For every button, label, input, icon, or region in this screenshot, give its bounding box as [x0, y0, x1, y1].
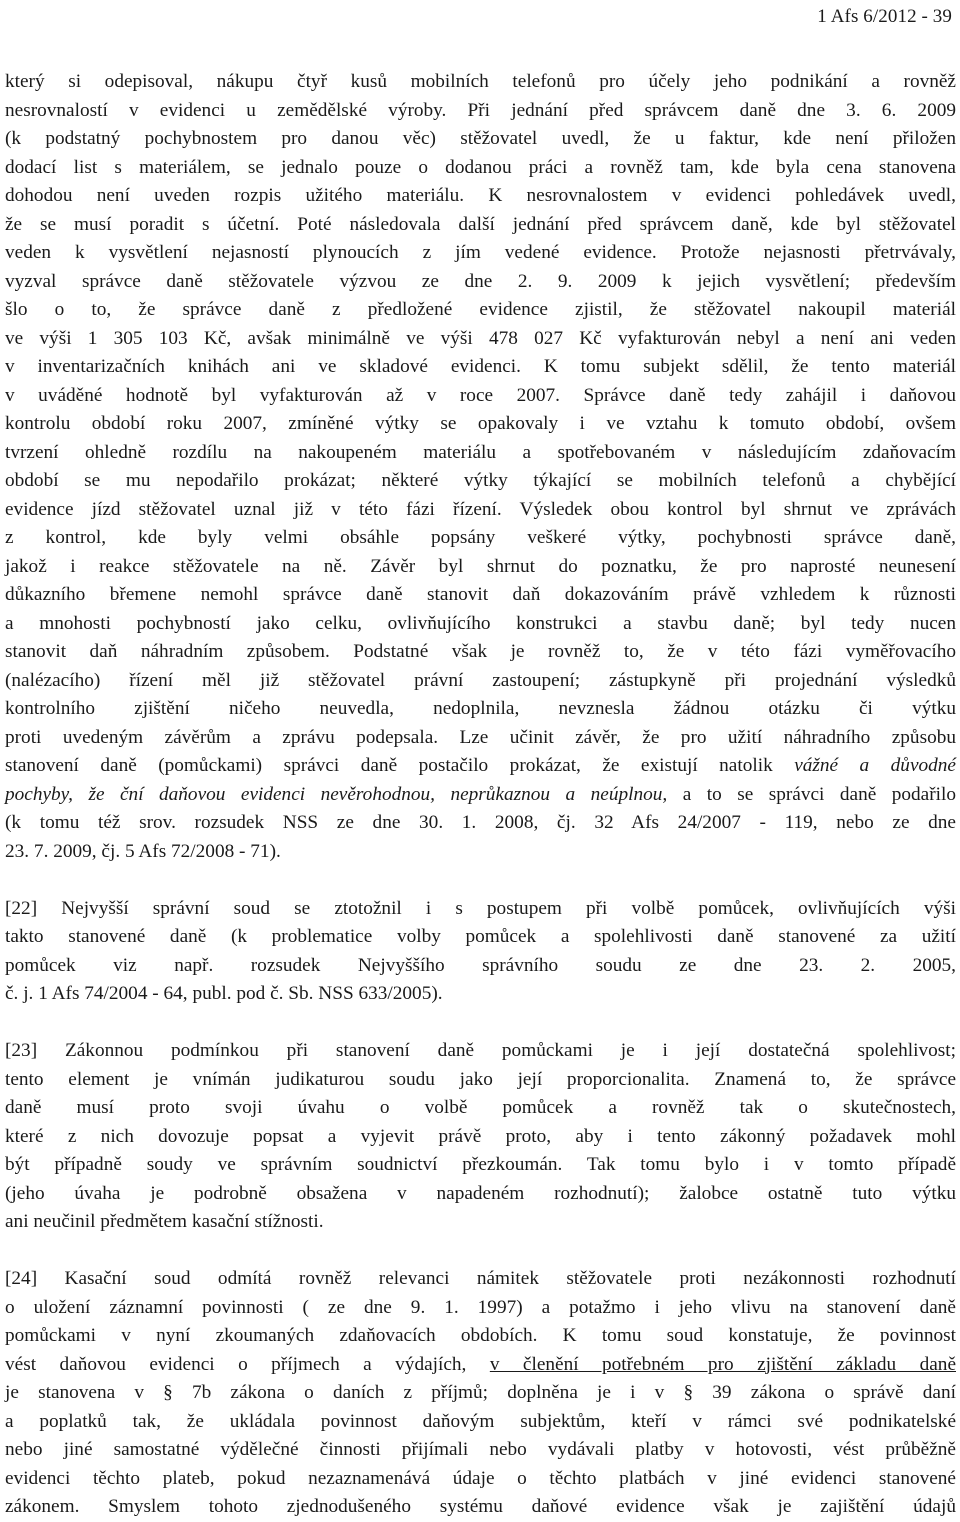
- text-span: a to se správci daně podařilo: [667, 783, 956, 805]
- text-line: důkazního břemene nemohl správce daně stanovit daň dokazováním právě vzhledem k různosti: [5, 584, 956, 605]
- text-line: tvrzení ohledně rozdílu na nakoupeném materiálu a spotřebovaném v následujícím zdaňovacím: [5, 441, 956, 463]
- paragraph-gap: [5, 1237, 956, 1266]
- document-body: [5, 68, 956, 1522]
- text-line: takto stanovené daně (k problematice volby pomůcek a spolehlivosti daně stanovené za užití: [5, 926, 956, 947]
- text-line: a mnohosti pochybností jako celku, ovlivňujícího konstrukci a stavbu daně; byl tedy nucen: [5, 612, 956, 634]
- text-line: které z nich dovozuje popsat a vyjevit právě proto, aby i tento zákonný požadavek mohl: [5, 1125, 956, 1147]
- text-line: stanovit daň náhradním způsobem. Podstatné však je rovněž to, že v této fázi vyměřovacího: [5, 641, 956, 662]
- text-line: (k podstatný pochybnostem pro danou věc) stěžovatel uvedl, že u faktur, kde není přiložen: [5, 128, 956, 149]
- text-line: [24] Kasační soud odmítá rovněž relevanci námitek stěžovatele proti nezákonnosti rozhodnutí: [5, 1268, 956, 1289]
- text-line: jakož i reakce stěžovatele na ně. Závěr byl shrnut do poznatku, že pro naprosté neunesení: [5, 555, 956, 577]
- paragraph-21-continuation: [5, 68, 956, 752]
- text-line: pomůckami v nyní zkoumaných zdaňovacích obdobích. K tomu soud konstatuje, že povinnost: [5, 1325, 956, 1346]
- text-line: zákonem. Smyslem tohoto zjednodušeného systému daňové evidence však je zajištění údajů: [5, 1496, 956, 1517]
- text-line: evidence jízd stěžovatel uznal již v této fázi řízení. Výsledek obou kontrol byl shrnut ve zprávách: [5, 498, 956, 520]
- paragraph-24-rest: [5, 1408, 956, 1522]
- text-span: 39 zákona o správě daní: [693, 1382, 956, 1403]
- text-span: stanovení daně (pomůckami) správci daně postačilo prokázat, že existují natolik: [5, 755, 795, 776]
- text-line: proti uvedeným závěrům a zprávu podepsala. Lze učinit závěr, že pro užití náhradního způsobu: [5, 726, 956, 748]
- text-line: a poplatků tak, že ukládala povinnost daňovým subjektům, kteří v rámci své podnikatelské: [5, 1410, 956, 1432]
- text-line: ve výši 1 305 103 Kč, avšak minimálně ve výši 478 027 Kč vyfakturován nebyl a není ani veden: [5, 327, 956, 349]
- text-line: z kontrol, kde byly velmi obsáhle popsány veškeré výtky, pochybnosti správce daně,: [5, 527, 956, 548]
- paragraph-24: [5, 1265, 956, 1351]
- text-line: v uváděné hodnotě byl vyfakturován až v roce 2007. Správce daně tedy zahájil i daňovou: [5, 384, 956, 406]
- text-line: pomůcek viz např. rozsudek Nejvyššího správního soudu ze dne 23. 2. 2005,: [5, 954, 956, 976]
- text-line: dodací list s materiálem, se jednalo pouze o dodanou práci a rovněž tam, kde byla cena stanovena: [5, 156, 956, 178]
- text-line: [22] Nejvyšší správní soud se ztotožnil i s postupem při volbě pomůcek, ovlivňujících výši: [5, 897, 956, 919]
- case-reference: 1 Afs 6/2012 - 39: [817, 6, 952, 27]
- paragraph-23: [5, 1037, 956, 1237]
- text-line: ani neučinil předmětem kasační stížnosti.: [5, 1211, 324, 1232]
- text-line: kontrolního zjištění ničeho neuvedla, nedoplnila, nevznesla žádnou otázku či výtku: [5, 698, 956, 719]
- paragraph-gap: [5, 866, 956, 895]
- text-line: [23] Zákonnou podmínkou při stanovení daně pomůckami je i její dostatečná spolehlivost;: [5, 1040, 956, 1061]
- paragraph-22: [5, 895, 956, 1009]
- italic-phrase: pochyby, že ční daňovou evidenci nevěrohodnou, neprůkaznou a neúplnou,: [5, 783, 668, 805]
- text-line: tento element je vnímán judikaturou soudu jako její proporcionalita. Znamená to, že správce: [5, 1068, 956, 1090]
- text-line: který si odepisoval, nákupu čtyř kusů mobilních telefonů pro účely jeho podnikání a rovněž: [5, 71, 956, 92]
- italic-phrase: vážné a důvodné: [794, 755, 956, 776]
- text-line: být případně soudy ve správním soudnictví přezkoumán. Tak tomu bylo i v tomto případě: [5, 1154, 956, 1175]
- text-line: že se musí poradit s účetní. Poté následovala další jednání před správcem daně, kde byl stěžovatel: [5, 213, 956, 235]
- text-line: [5, 781, 956, 810]
- text-line: dohodou není uveden rozpis užitého materiálu. K nesrovnalostem v evidenci pohledávek uvedl,: [5, 185, 956, 206]
- text-span: vést daňovou evidenci o příjmech a výdajích,: [5, 1353, 490, 1375]
- section-sign: §: [163, 1382, 173, 1403]
- section-sign: §: [683, 1382, 694, 1403]
- text-line: evidenci těchto plateb, pokud nezaznamenává údaje o těchto platbách v jiné evidenci stanovené: [5, 1467, 956, 1489]
- text-line: (k tomu též srov. rozsudek NSS ze dne 30. 1. 2008, čj. 32 Afs 24/2007 - 119, nebo ze dne: [5, 812, 956, 833]
- text-line: kontrolu období roku 2007, zmíněné výtky se opakovaly i ve vztahu k tomuto období, ovšem: [5, 413, 956, 434]
- text-line: č. j. 1 Afs 74/2004 - 64, publ. pod č. Sb. NSS 633/2005).: [5, 983, 443, 1004]
- paragraph-gap: [5, 1009, 956, 1038]
- text-line: [5, 1351, 956, 1380]
- text-line: veden k vysvětlení nejasností plynoucích z jím vedené evidence. Protože nejasnosti přetrvávaly,: [5, 242, 956, 263]
- text-line: (jeho úvaha je podrobně obsažena v napadeném rozhodnutí); žalobce ostatně tuto výtku: [5, 1182, 956, 1204]
- text-line: o uložení záznamní povinnosti ( ze dne 9. 1. 1997) a potažmo i jeho vlivu na stanovení daně: [5, 1296, 956, 1318]
- text-line: v inventarizačních knihách ani ve skladové evidenci. K tomu subjekt sdělil, že tento materiál: [5, 356, 956, 377]
- text-line: [5, 752, 956, 781]
- text-line: 23. 7. 2009, čj. 5 Afs 72/2008 - 71).: [5, 840, 281, 862]
- text-line: [5, 1379, 956, 1408]
- text-line: vyzval správce daně stěžovatele výzvou ze dne 2. 9. 2009 k jejich vysvětlení; především: [5, 270, 956, 292]
- text-span: 7b zákona o daních z příjmů; doplněna je i v: [172, 1382, 684, 1403]
- text-line: nebo jiné samostatné výdělečné činnosti přijímali nebo vydávali platby v hotovosti, vést průběžně: [5, 1439, 956, 1460]
- text-span: je stanovena v: [5, 1382, 164, 1403]
- text-line: šlo o to, že správce daně z předložené evidence zjistil, že stěžovatel nakoupil materiál: [5, 299, 956, 320]
- underlined-phrase: v členění potřebném pro zjištění základu daně: [489, 1353, 956, 1375]
- text-line: (nalézacího) řízení měl již stěžovatel právní zastoupení; zástupkyně při projednání výsledků: [5, 669, 956, 691]
- text-line: nesrovnalostí v evidenci u zemědělské výroby. Při jednání před správcem daně dne 3. 6. 2009: [5, 99, 956, 121]
- text-line: daně musí proto svoji úvahu o volbě pomůcek a rovněž tak o skutečnostech,: [5, 1097, 956, 1118]
- text-line: období se mu nepodařilo prokázat; některé výtky týkající se mobilních telefonů a chybějící: [5, 470, 956, 491]
